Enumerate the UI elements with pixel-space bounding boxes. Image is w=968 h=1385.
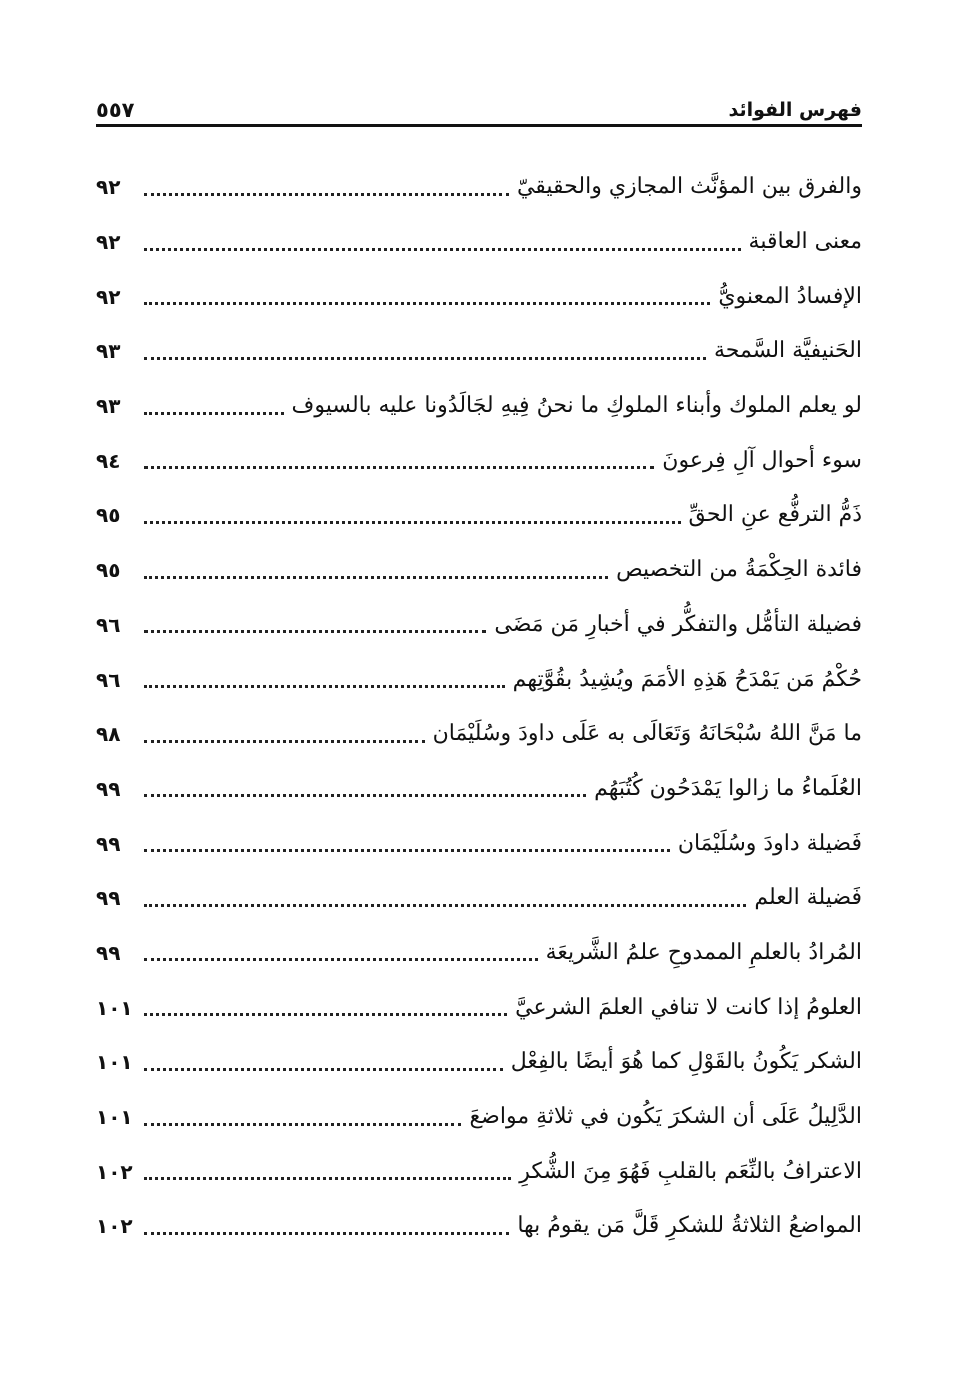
index-list	[96, 160, 862, 1254]
dot-leader	[144, 521, 681, 524]
index-entry	[96, 871, 862, 926]
book-page	[96, 0, 862, 1385]
entry-page-number: ٩٣	[96, 339, 121, 364]
dot-leader	[144, 1232, 509, 1235]
index-entry	[96, 598, 862, 653]
entry-title: الإفسادُ المعنويُّ	[718, 283, 862, 309]
dot-leader	[144, 412, 284, 415]
entry-title: فَضيلة داودَ وسُلَيْمَان	[677, 830, 862, 856]
index-entry	[96, 488, 862, 543]
entry-title: فضيلة التأمُّل والتفكُّر في أخبارِ مَن مَضَى	[494, 611, 862, 637]
index-entry	[96, 1199, 862, 1254]
entry-page-number: ١٠٢	[96, 1159, 133, 1184]
index-entry	[96, 816, 862, 871]
dot-leader	[144, 302, 710, 305]
entry-title: العُلَماءُ ما زالوا يَمْدَحُون كُتُبَهُم	[594, 775, 862, 801]
entry-page-number: ١٠١	[96, 995, 133, 1020]
index-entry	[96, 324, 862, 379]
entry-page-number: ١٠١	[96, 1050, 133, 1075]
dot-leader	[144, 849, 670, 852]
index-entry	[96, 652, 862, 707]
entry-page-number: ٩٩	[96, 886, 121, 911]
entry-title: الاعترافُ بالنِّعَم بالقلبِ فَهُوَ مِنَ الشُّكرِ	[519, 1158, 862, 1184]
index-entry	[96, 926, 862, 981]
entry-title: المُرادُ بالعلمِ الممدوحِ علمُ الشَّريعَة	[545, 939, 862, 965]
entry-title: سوء أحوال آلِ فِرعونَ	[662, 447, 862, 473]
entry-title: العلومُ إذا كانت لا تنافي العلمَ الشرعيَّ	[515, 994, 862, 1020]
dot-leader	[144, 1013, 507, 1016]
index-entry	[96, 1144, 862, 1199]
dot-leader	[144, 466, 654, 469]
entry-title: ذَمُّ الترفُّع عنِ الحقِّ	[688, 502, 862, 528]
entry-title: فائدة الحِكْمَةُ من التخصيص	[616, 557, 862, 583]
index-entry	[96, 707, 862, 762]
dot-leader	[144, 576, 608, 579]
dot-leader	[144, 1068, 503, 1071]
entry-page-number: ٩٩	[96, 776, 121, 801]
entry-title: الدَّلِيلُ عَلَى أن الشكرَ يَكُون في ثلاثةِ مواضعَ	[469, 1104, 862, 1130]
dot-leader	[144, 794, 586, 797]
entry-page-number: ٩٣	[96, 394, 121, 419]
entry-page-number: ٩٨	[96, 722, 121, 747]
entry-page-number: ٩٦	[96, 667, 121, 692]
entry-page-number: ٩٩	[96, 831, 121, 856]
dot-leader	[144, 1123, 461, 1126]
entry-title: المواضعُ الثلاثةُ للشكرِ قَلَّ مَن يقومُ بها	[517, 1213, 862, 1239]
entry-page-number: ١٠١	[96, 1105, 133, 1130]
entry-page-number: ٩٤	[96, 448, 121, 473]
entry-title: الشكر يَكُونُ بالقَوْلِ كما هُوَ أيضًا بالفِعْل	[510, 1049, 862, 1075]
entry-page-number: ٩٢	[96, 230, 121, 255]
entry-title: والفرق بين المؤنَّث المجازي والحقيقيّ	[516, 174, 862, 200]
entry-page-number: ٩٦	[96, 612, 121, 637]
running-header	[96, 86, 862, 122]
entry-title: لو يعلم الملوك وأبناء الملوكِ ما نحنُ فِيهِ لجَالَدُونا عليه بالسيوف	[291, 393, 862, 419]
entry-page-number: ٩٥	[96, 558, 121, 583]
index-entry	[96, 543, 862, 598]
index-entry	[96, 1090, 862, 1145]
index-entry	[96, 379, 862, 434]
index-entry	[96, 980, 862, 1035]
dot-leader	[144, 357, 706, 360]
header-page-number: ٥٥٧	[96, 98, 135, 122]
header-title: فهرس الفوائد	[728, 99, 862, 121]
entry-page-number: ٩٢	[96, 284, 121, 309]
header-rule	[96, 124, 862, 127]
index-entry	[96, 269, 862, 324]
index-entry	[96, 762, 862, 817]
dot-leader	[144, 958, 538, 961]
dot-leader	[144, 740, 425, 743]
index-entry	[96, 1035, 862, 1090]
dot-leader	[144, 193, 509, 196]
index-entry	[96, 160, 862, 215]
entry-title: حُكْمُ مَن يَمْدَحُ هَذِهِ الأمَمَ ويُشِيدُ بقُوَّتِهم	[512, 666, 862, 692]
entry-title: الحَنيفيَّة السَّمحة	[713, 338, 862, 364]
dot-leader	[144, 1177, 511, 1180]
entry-page-number: ٩٢	[96, 175, 121, 200]
entry-page-number: ١٠٢	[96, 1214, 133, 1239]
entry-title: معنى العاقبة	[748, 229, 862, 255]
index-entry	[96, 215, 862, 270]
entry-title: ما مَنَّ اللهُ سُبْحَانَهُ وَتَعَالَى به عَلَى داودَ وسُلَيْمَان	[432, 721, 862, 747]
dot-leader	[144, 630, 486, 633]
dot-leader	[144, 248, 741, 251]
dot-leader	[144, 904, 746, 907]
entry-title: فَضيلة العلم	[754, 885, 862, 911]
entry-page-number: ٩٥	[96, 503, 121, 528]
dot-leader	[144, 685, 505, 688]
index-entry	[96, 433, 862, 488]
entry-page-number: ٩٩	[96, 940, 121, 965]
